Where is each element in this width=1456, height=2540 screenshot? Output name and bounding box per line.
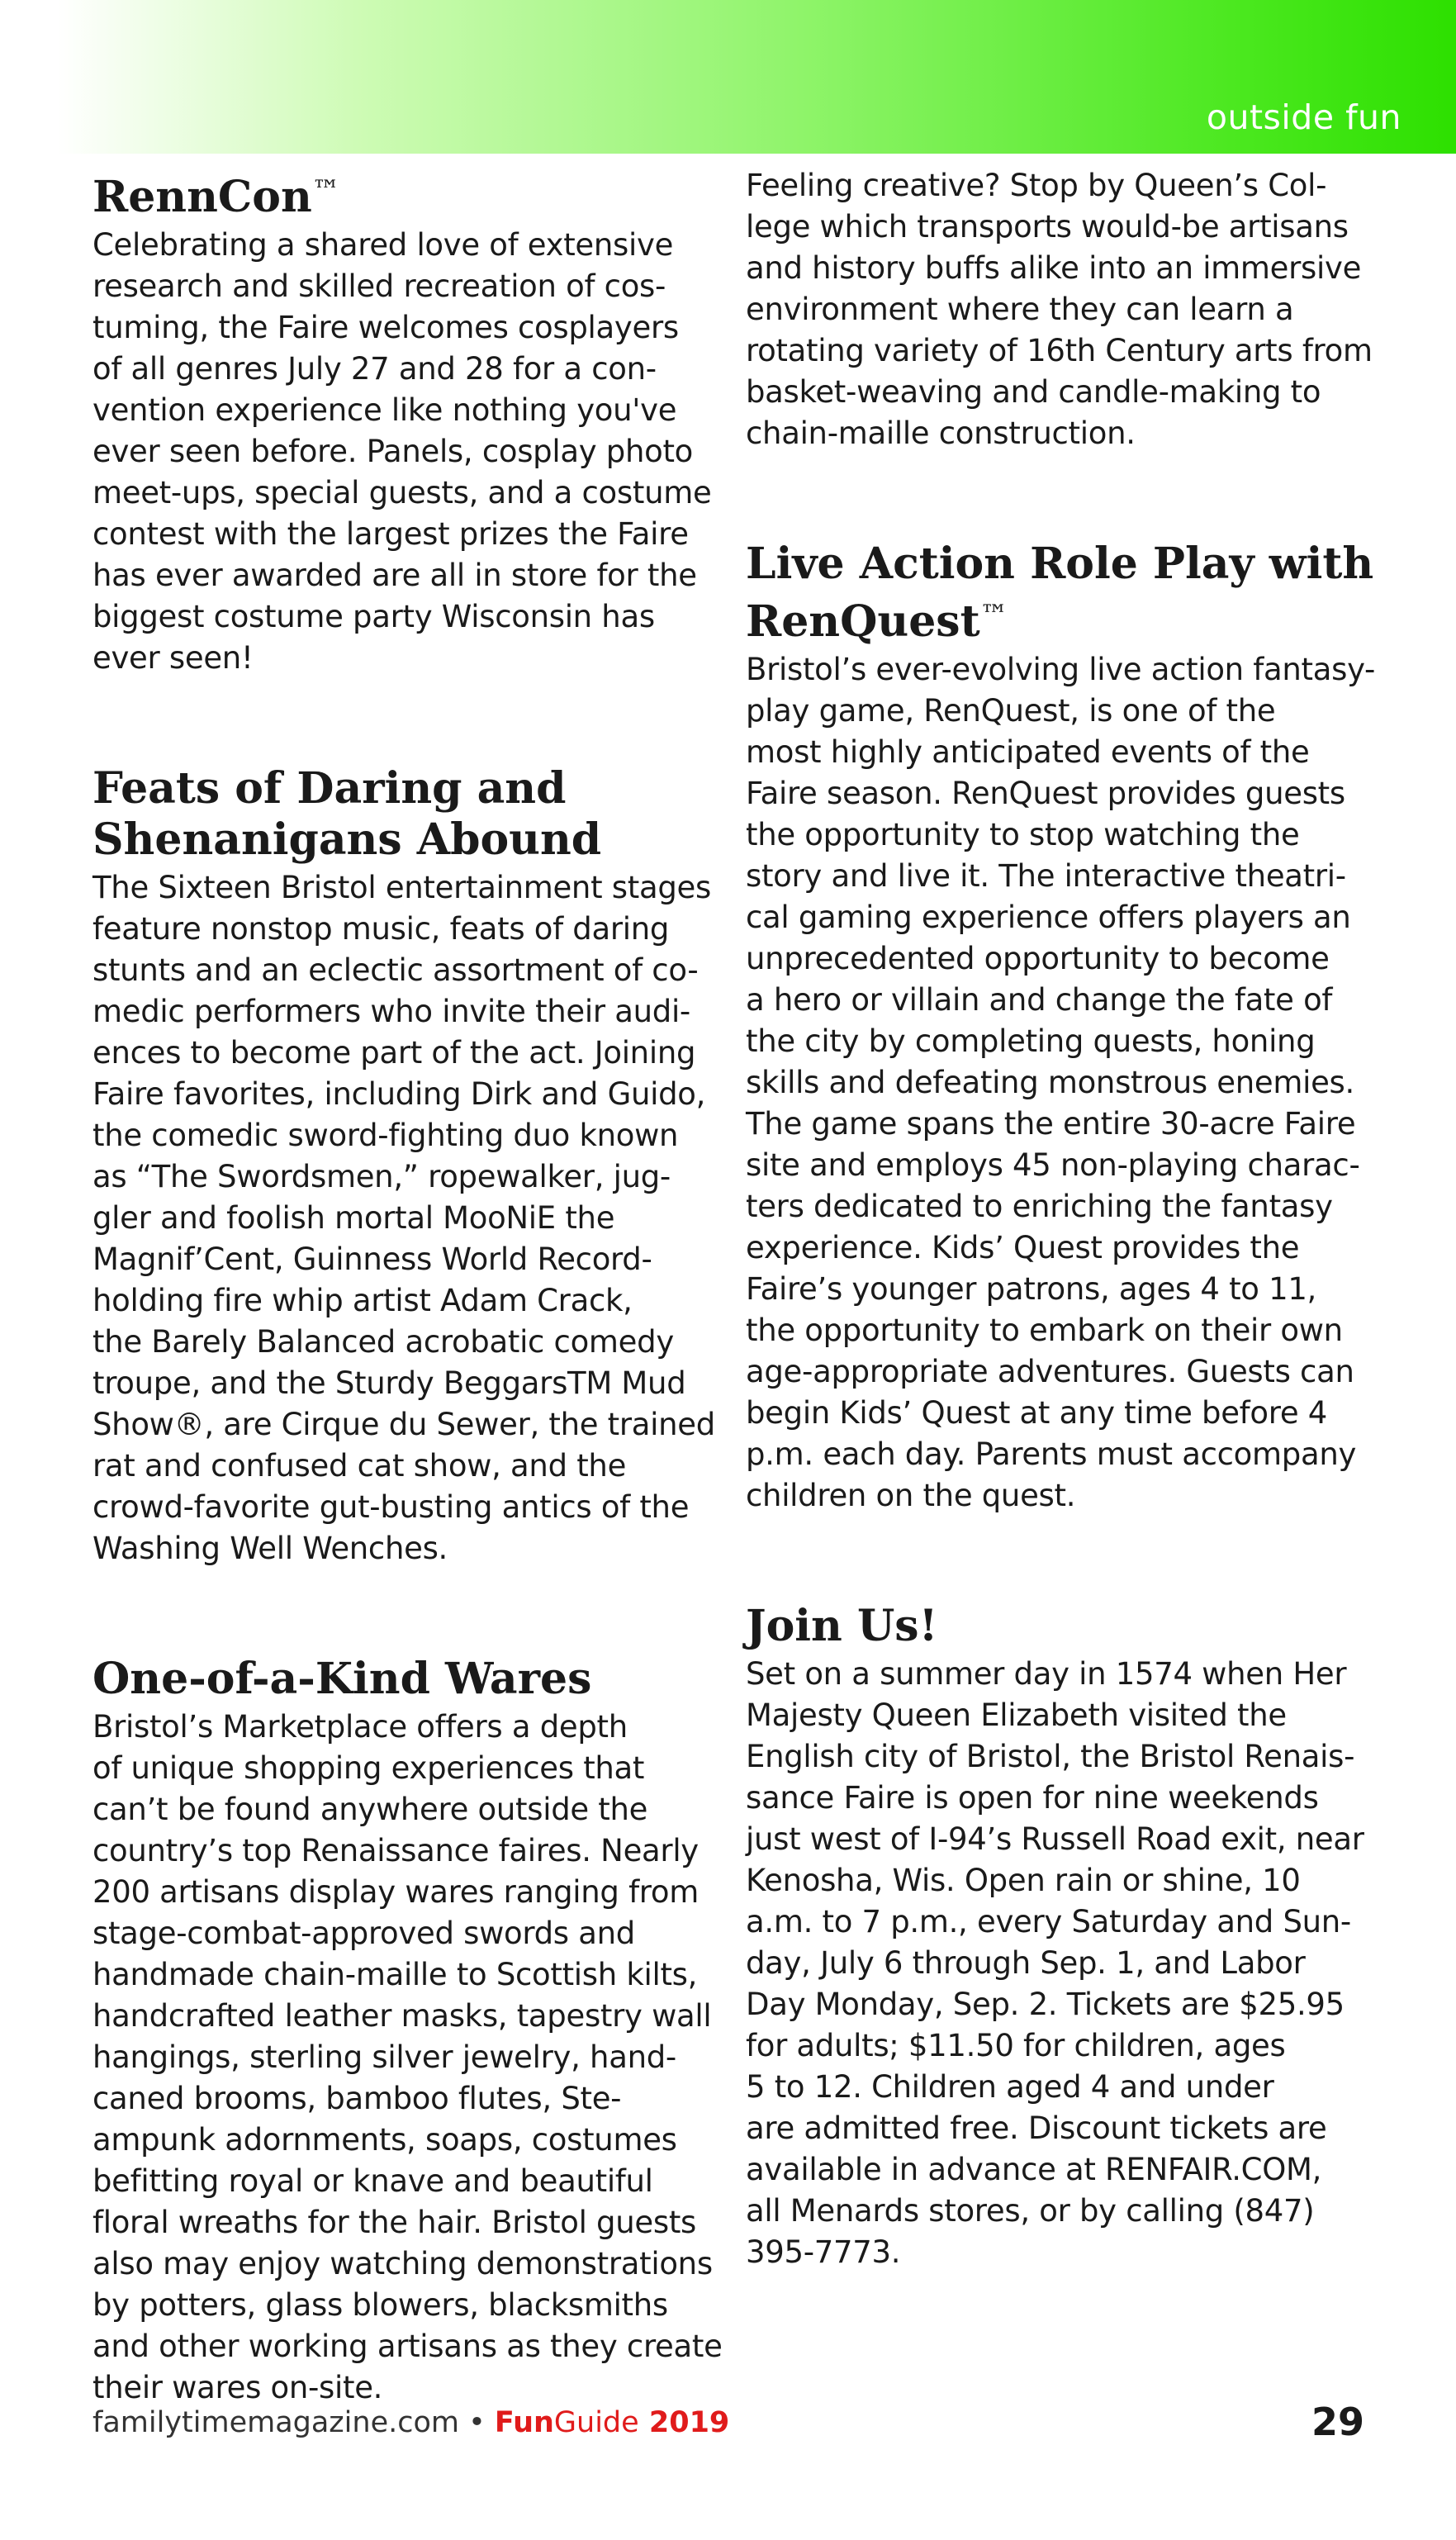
trademark-symbol: ™ — [311, 174, 340, 207]
footer-separator: • — [459, 2406, 495, 2439]
heading-text: RennCon — [92, 172, 312, 222]
section-body: Set on a summer day in 1574 when Her Majesty Queen Elizabeth visited the English city of Bristol, the Bristol Renais- sance Faire is open for nine weekends just west of I-94’s Russell Road exit, near Kenosha, Wis. Open rain or shine, 10 a.m. to 7 p.m., every Saturday and Sun- day, July 6 through Sep. 1, and Labor Day Monday, Sep. 2. Tickets are $25.95 for adults; $11.50 for children, ages 5 to 12. Children aged 4 and under are admitted free. Discount tickets are available in advance at RENFAIR.COM, all Menards stores, or by calling (847) 395-7773. — [746, 1656, 1364, 2270]
footer-guide: Guide — [553, 2406, 639, 2439]
article-section-feats — [92, 763, 728, 1569]
section-body: The Sixteen Bristol entertainment stages feature nonstop music, feats of daring stunts and an eclectic assortment of co- medic performers who invite their audi- ences to become part of the act. Joining Faire favorites, including Dirk and Guido, the comedic sword-fighting duo known as “The Swordsmen,” ropewalker, jug- gler and foolish mortal MooNiE the Magnif’Cent, Guinness World Record- holding fire whip artist Adam Crack, the Barely Balanced acrobatic comedy troupe, and the Sturdy BeggarsTM Mud Show®, are Cirque du Sewer, the trained rat and confused cat show, and the crowd-favorite gut-busting antics of the Washing Well Wenches. — [92, 870, 715, 1566]
page-number: 29 — [1311, 2400, 1364, 2444]
page-footer — [92, 2400, 1364, 2449]
heading-text: Live Action Role Play with RenQuest — [746, 539, 1374, 647]
section-heading — [92, 165, 728, 223]
section-banner — [0, 0, 1456, 154]
section-heading: One-of-a-Kind Wares — [92, 1654, 592, 1704]
article-section-queens-college — [746, 165, 1382, 454]
section-heading: Join Us! — [746, 1601, 938, 1651]
section-heading — [746, 539, 1382, 648]
footer-fun: Fun — [494, 2406, 554, 2439]
article-section-renquest — [746, 539, 1382, 1517]
article-section-join-us — [746, 1601, 1382, 2273]
section-body: Bristol’s Marketplace offers a depth of unique shopping experiences that can’t be found anywhere outside the country’s top Renaissance faires. Nearly 200 artisans display wares ranging from stage-combat-approved swords and handmade chain-maille to Scottish kilts, handcrafted leather masks, tapestry wall hangings, sterling silver jewelry, hand- caned brooms, bamboo flutes, Ste- ampunk adornments, soaps, costumes befitting royal or knave and beautiful floral wreaths for the hair. Bristol guests also may enjoy watching demonstrations by potters, glass blowers, blacksmiths and other working artisans as they create their wares on-site. — [92, 1709, 723, 2405]
article-section-renncon — [92, 165, 728, 679]
article-section-wares — [92, 1654, 728, 2409]
right-column — [746, 165, 1382, 2357]
section-heading: Feats of Daring and Shenanigans Abound — [92, 763, 602, 865]
section-body: Celebrating a shared love of extensive research and skilled recreation of cos- tuming, the Faire welcomes cosplayers of all genres July 27 and 28 for a con- vention experience like nothing you've ever seen before. Panels, cosplay photo meet-ups, special guests, and a costume contest with the largest prizes the Faire has ever awarded are all in store for the biggest costume party Wisconsin has ever seen! — [92, 227, 712, 676]
section-label: outside fun — [1206, 97, 1401, 137]
trademark-symbol: ™ — [979, 599, 1008, 632]
footer-credit — [92, 2406, 729, 2439]
left-column — [92, 165, 728, 2493]
footer-site-link[interactable]: familytimemagazine.com — [92, 2406, 459, 2439]
section-body: Feeling creative? Stop by Queen’s Col- lege which transports would-be artisans and history buffs alike into an immersive environment where they can learn a rotating variety of 16th Century arts from basket-weaving and candle-making to chain-maille construction. — [746, 168, 1373, 451]
footer-year: 2019 — [638, 2406, 730, 2439]
section-body: Bristol’s ever-evolving live action fantasy- play game, RenQuest, is one of the most highly anticipated events of the Faire season. RenQuest provides guests the opportunity to stop watching the story and live it. The interactive theatri- cal gaming experience offers players an unprecedented opportunity to become a hero or villain and change the fate of the city by completing quests, honing skills and defeating monstrous enemies. The game spans the entire 30-acre Faire site and employs 45 non-playing charac- ters dedicated to enriching the fantasy experience. Kids’ Quest provides the Faire’s younger patrons, ages 4 to 11, the opportunity to embark on their own age-appropriate adventures. Guests can begin Kids’ Quest at any time before 4 p.m. each day. Parents must accompany children on the quest. — [746, 652, 1376, 1513]
